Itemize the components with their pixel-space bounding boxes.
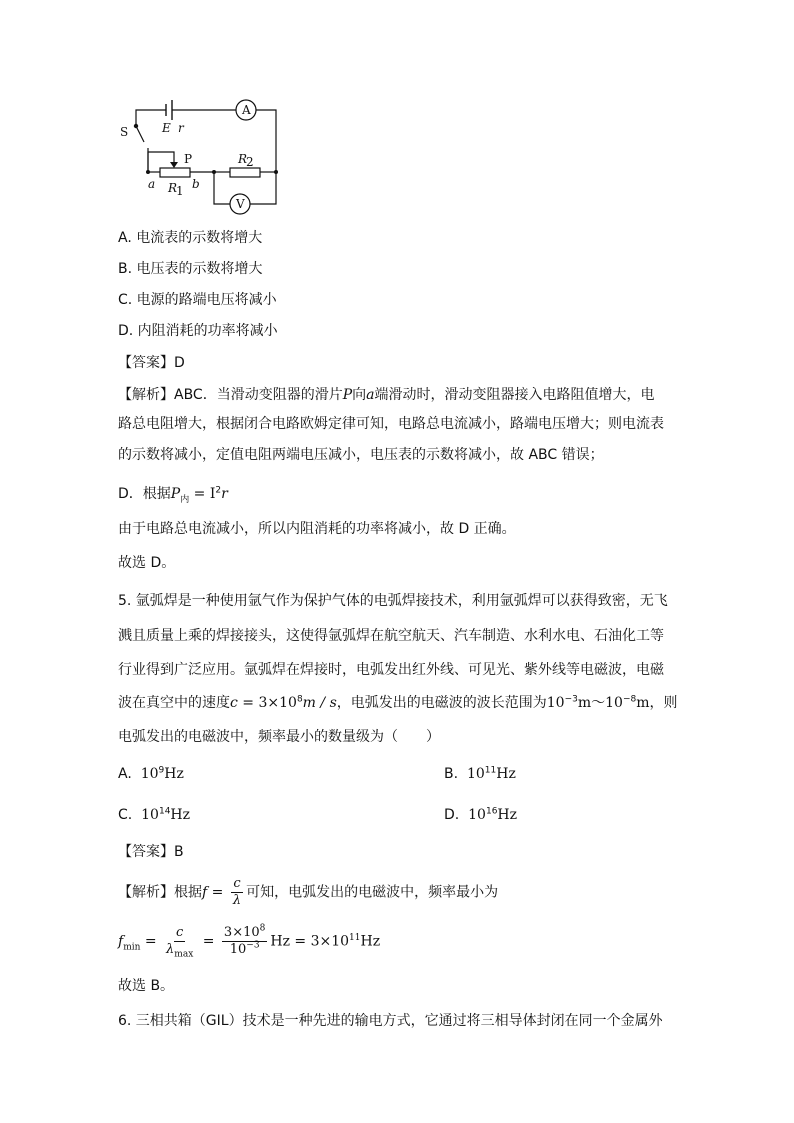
fraction-c-over-lambda bbox=[231, 876, 243, 909]
q5-stem-line-3: 行业得到广泛应用。氩弧焊在焊接时，电弧发出红外线、可见光、紫外线等电磁波，电磁 bbox=[118, 662, 664, 678]
q4-option-b: B. 电压表的示数将增大 bbox=[118, 261, 263, 277]
r1-label: R bbox=[168, 181, 178, 195]
option-base: 10 bbox=[468, 807, 486, 823]
superscript: −3 bbox=[564, 694, 578, 705]
denominator: λ bbox=[232, 893, 242, 908]
symbol-r: r bbox=[221, 486, 228, 502]
option-label: A. bbox=[118, 766, 132, 782]
symbol-p: P bbox=[170, 486, 181, 502]
q5-option-b bbox=[444, 764, 516, 784]
superscript: 16 bbox=[485, 806, 498, 817]
switch-label: S bbox=[120, 125, 129, 139]
internal-r-label: r bbox=[178, 121, 184, 135]
q5-option-d bbox=[444, 805, 517, 825]
option-unit: Hz bbox=[497, 807, 518, 823]
option-unit: Hz bbox=[170, 807, 191, 823]
option-unit: Hz bbox=[496, 766, 516, 782]
superscript: −3 bbox=[246, 940, 260, 951]
option-unit: Hz bbox=[164, 766, 184, 782]
q4-answer: 【答案】D bbox=[118, 355, 185, 371]
unit: m / s bbox=[302, 695, 337, 711]
end-b-label: b bbox=[192, 177, 200, 191]
q4-option-d: D. 内阻消耗的功率将减小 bbox=[118, 323, 278, 339]
equation: = 3×10 bbox=[237, 695, 297, 711]
numerator: c bbox=[233, 876, 241, 891]
q4-option-a: A. 电流表的示数将增大 bbox=[118, 230, 263, 246]
denominator: λ bbox=[166, 942, 175, 957]
superscript: 11 bbox=[349, 932, 361, 943]
symbol-c: c bbox=[230, 695, 238, 711]
analysis-tag: 【解析】 bbox=[118, 387, 174, 403]
analysis-tag: 【解析】 bbox=[118, 884, 174, 901]
q4-analysis-line-3: 的示数将减小，定值电阻两端电压减小，电压表的示数将减小，故 ABC 错误； bbox=[118, 447, 604, 463]
symbol-p: P bbox=[342, 387, 353, 403]
option-label: B. bbox=[444, 766, 459, 782]
analysis-text: 根据 bbox=[174, 884, 202, 901]
emf-label: E bbox=[162, 121, 171, 135]
end-a-label: a bbox=[148, 177, 156, 191]
analysis-text: D．根据 bbox=[118, 486, 171, 502]
q4-conclusion: 故选 D。 bbox=[118, 555, 176, 571]
q4-analysis-line-1 bbox=[118, 385, 655, 405]
option-base: 10 bbox=[141, 807, 159, 823]
equals: = bbox=[207, 884, 228, 901]
slider-label: P bbox=[184, 152, 193, 166]
voltmeter-label: V bbox=[236, 197, 245, 211]
q4-analysis-line-2: 路总电阻增大，根据闭合电路欧姆定律可知，电路总电流减小，路端电压增大；则电流表 bbox=[118, 416, 664, 432]
analysis-text: ABC．当滑动变阻器的滑片 bbox=[174, 387, 343, 403]
range-mid: m～10 bbox=[577, 695, 623, 711]
q5-conclusion: 故选 B。 bbox=[118, 978, 175, 994]
q5-stem-line-4 bbox=[118, 693, 678, 713]
superscript: 2 bbox=[215, 485, 222, 496]
subscript: max bbox=[174, 949, 194, 960]
q4-analysis-line-4 bbox=[118, 484, 228, 504]
stem-text: ，则 bbox=[649, 695, 678, 711]
range-unit: m bbox=[636, 695, 650, 711]
stem-text: 波在真空中的速度 bbox=[118, 695, 230, 711]
subscript: 内 bbox=[180, 494, 190, 505]
q5-stem-line-1: 5. 氩弧焊是一种使用氩气作为保护气体的电弧焊接技术，利用氩弧焊可以获得致密，无飞 bbox=[118, 593, 668, 609]
superscript: 14 bbox=[158, 806, 171, 817]
symbol-f: f bbox=[118, 933, 124, 950]
q5-equation: $f_{min}$ = $\frac{c}{\lambda_{max}}$ = $\frac{3\times 10^8}{10^{-3}}$ $Hz = 3\times 10^{11}Hz$ bbox=[118, 923, 381, 960]
q5-stem-line-5: 电弧发出的电磁波中，频率最小的数量级为（ ） bbox=[118, 729, 440, 745]
option-base: 10 bbox=[466, 766, 485, 782]
equation: = I bbox=[189, 486, 216, 502]
numerator: c bbox=[176, 925, 184, 940]
option-label: D. bbox=[444, 807, 460, 823]
q5-option-a bbox=[118, 764, 184, 784]
analysis-text: 向 bbox=[352, 387, 367, 403]
analysis-text: 端滑动时，滑动变阻器接入电路阻值增大，电 bbox=[374, 387, 655, 403]
q6-stem-line-1: 6. 三相共箱（GIL）技术是一种先进的输电方式，它通过将三相导体封闭在同一个金属外 bbox=[118, 1013, 663, 1029]
fraction-values bbox=[222, 925, 267, 958]
analysis-text: 可知，电弧发出的电磁波中，频率最小为 bbox=[246, 884, 499, 901]
fraction-c-over-lambda-max bbox=[164, 925, 195, 958]
q5-answer: 【答案】B bbox=[118, 844, 184, 860]
q4-option-c: C. 电源的路端电压将减小 bbox=[118, 292, 277, 308]
result-unit: Hz bbox=[360, 933, 381, 950]
q5-stem-line-2: 溅且质量上乘的焊接接头，这使得氩弧焊在航空航天、汽车制造、水利水电、石油化工等 bbox=[118, 628, 664, 644]
ammeter-label: A bbox=[242, 103, 251, 117]
option-label: C. bbox=[118, 807, 133, 823]
superscript: 9 bbox=[158, 765, 165, 776]
result: Hz = 3×10 bbox=[270, 933, 350, 950]
q4-analysis-line-5: 由于电路总电流减小，所以内阻消耗的功率将减小，故 D 正确。 bbox=[118, 521, 516, 537]
r2-sub-label: 2 bbox=[246, 155, 254, 169]
denominator: 10 bbox=[229, 942, 247, 957]
symbol-f: f bbox=[202, 884, 208, 901]
q5-analysis-line-1 bbox=[118, 876, 498, 909]
range-start: 10 bbox=[546, 695, 565, 711]
superscript: 8 bbox=[296, 694, 303, 705]
option-base: 10 bbox=[140, 766, 159, 782]
superscript: 8 bbox=[259, 923, 266, 934]
stem-text: ，电弧发出的电磁波的波长范围为 bbox=[336, 695, 547, 711]
superscript: 11 bbox=[484, 765, 497, 776]
subscript: min bbox=[123, 942, 141, 953]
r2-label: R bbox=[238, 152, 248, 166]
q5-option-c bbox=[118, 805, 190, 825]
r1-sub-label: 1 bbox=[176, 184, 184, 198]
superscript: −8 bbox=[622, 694, 637, 705]
numerator: 3×10 bbox=[223, 925, 260, 940]
symbol-a: a bbox=[366, 387, 375, 403]
circuit-diagram bbox=[112, 96, 287, 218]
